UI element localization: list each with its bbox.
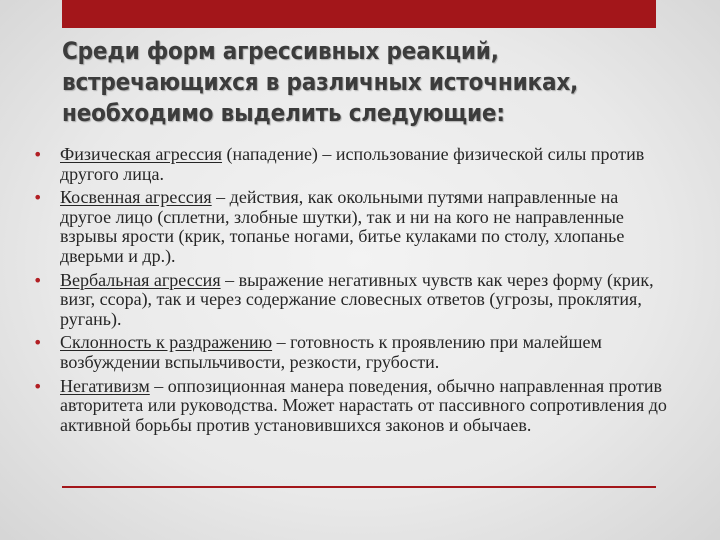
- bullet-item: [33, 269, 672, 330]
- bullet-item: [33, 332, 672, 372]
- bullet-text: – выражение негативных чувств как через форму (крик, визг, ссора), так и через содержание словесных ответов (угрозы, проклятия, ругань).: [60, 269, 654, 329]
- bottom-divider: [62, 486, 656, 488]
- bullet-marker-icon: •: [33, 333, 43, 353]
- bullet-text: – оппозиционная манера поведения, обычно направленная против авторитета или руководства. Может нарастать от пассивного сопротивления до активной борьбы против установившихся законов и обычаев.: [60, 375, 667, 435]
- bullet-marker-icon: •: [33, 376, 43, 396]
- bullet-list: [33, 144, 672, 439]
- bullet-term: Физическая агрессия: [60, 144, 223, 164]
- bullet-term: Вербальная агрессия: [60, 269, 221, 290]
- title-line: встречающихся в различных источниках,: [62, 68, 579, 96]
- bullet-item: [33, 375, 672, 436]
- bullet-marker-icon: •: [33, 270, 43, 290]
- bullet-marker-icon: •: [33, 188, 43, 208]
- slide-title: [62, 36, 662, 129]
- bullet-item: [33, 144, 672, 184]
- title-line: Среди форм агрессивных реакций,: [62, 37, 499, 65]
- bullet-text: (нападение) – использование физической силы против другого лица.: [60, 144, 645, 184]
- bullet-item: [33, 187, 672, 266]
- bullet-term: Склонность к раздражению: [60, 332, 273, 353]
- bullet-text: – действия, как окольными путями направленные на другое лицо (сплетни, злобные шутки), так и ни на кого не направленные взрывы ярости (крик, топанье ногами, битье кулаками по столу, хлопанье дверьми и др.).: [60, 187, 625, 266]
- bullet-text: – готовность к проявлению при малейшем возбуждении вспыльчивости, резкости, грубости.: [60, 332, 602, 372]
- bullet-term: Косвенная агрессия: [60, 187, 212, 208]
- bullet-marker-icon: •: [33, 145, 43, 164]
- title-line: необходимо выделить следующие:: [62, 99, 505, 127]
- bullet-term: Негативизм: [60, 375, 150, 396]
- top-accent-bar: [62, 0, 656, 28]
